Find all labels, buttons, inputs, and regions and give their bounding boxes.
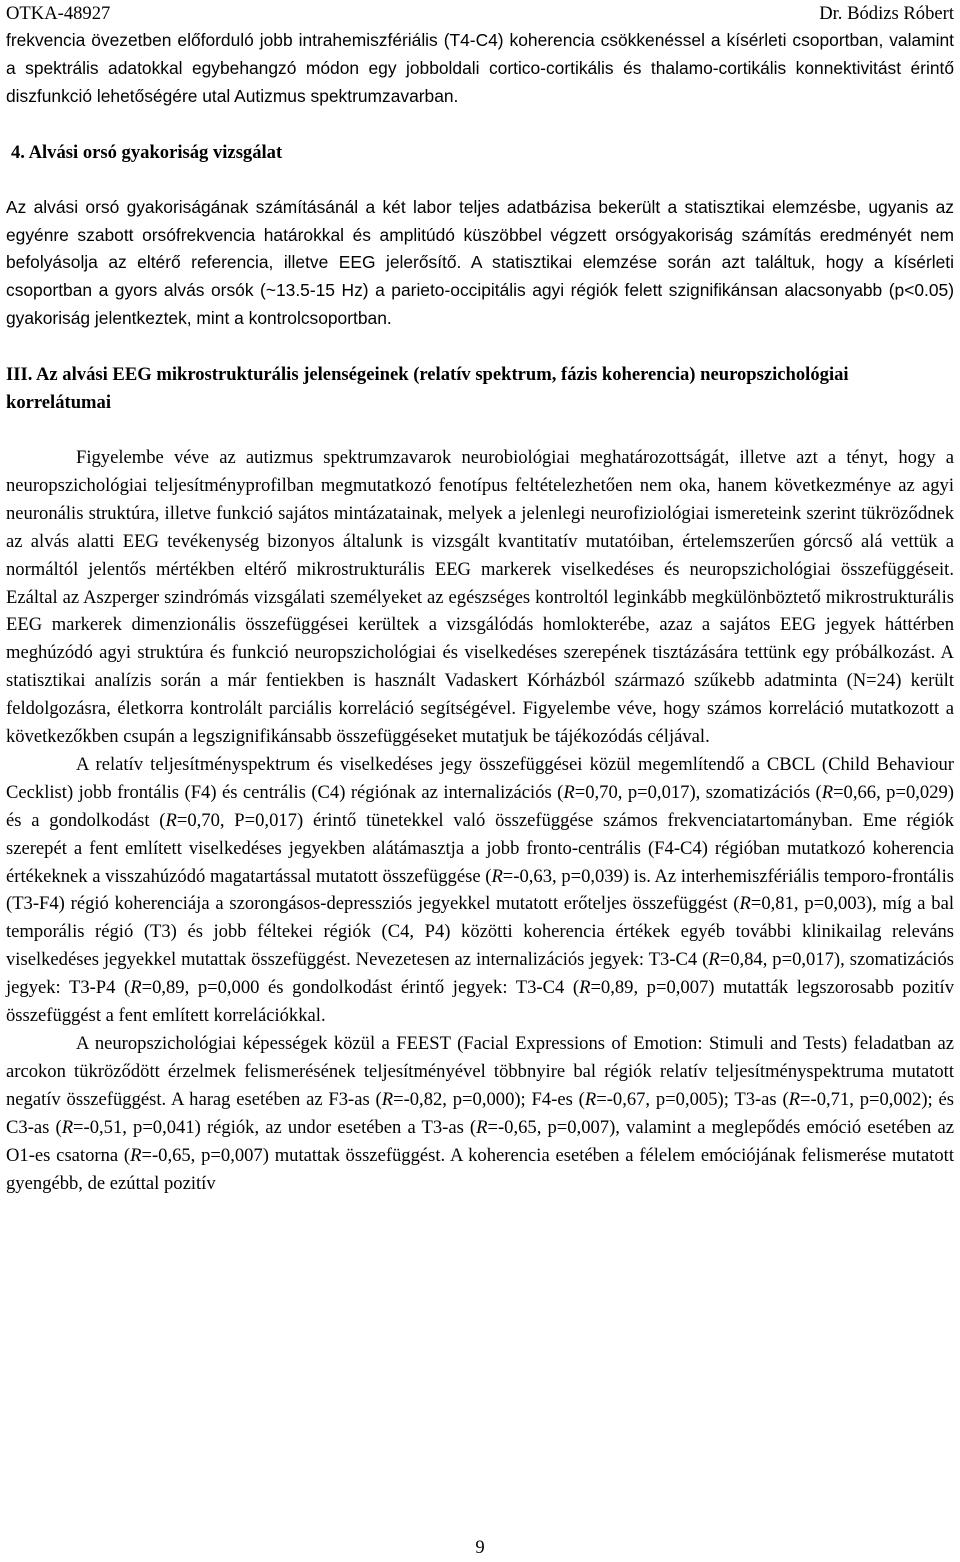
section-4-number: 4. (11, 141, 25, 163)
section-4-paragraph: Az alvási orsó gyakoriságának számításánál a két labor teljes adatbázisa bekerült a statisztikai elemzésbe, ugyanis az egyénre szabott orsófrekvencia határokkal és amplitúdó küszöbbel végzett orsógyakoriság számítás eredményét nem befolyásolja az eltérő referencia, illetve EEG jelerősítő. A statisztikai elemzése során azt találtuk, hogy a kísérleti csoportban a gyors alvás orsók (~13.5-15 Hz) a parieto-occipitális agyi régiók felett szignifikánsan alacsonyabb (p<0.05) gyakoriság jelentkeztek, mint a kontrolcsoportban. (6, 196, 954, 329)
header-author: Dr. Bódizs Róbert (819, 3, 954, 24)
page-number: 9 (475, 1537, 485, 1558)
section-3-paragraph-1: Figyelembe véve az autizmus spektrumzavarok neurobiológiai meghatározottságát, illetve azt a tényt, hogy a neuropszichológiai teljesítményprofilban megmutatkozó fenotípus feltételezhetően nem oka, hanem következménye az agyi neuronális struktúra, illetve funkció sajátos mintázatainak, melyek a jelenlegi neurofiziológiai ismereteink szerint tükröződnek az alvás alatti EEG tevékenység bizonyos általunk is vizsgált kvantitatív mutatóiban, értelemszerűen górcső alá vettük a normáltól jelentős mértékben eltérő mikrostrukturális EEG markerek viselkedéses és neuropszichológiai összefüggéseit. Ezáltal az Aszperger szindrómás vizsgálati személyeket az egészséges kontroltól leginkább megkülönböztető mikrostrukturális EEG markerek dimenzionális összefüggései kerültek a vizsgálódás homlokterébe, azaz a sajátos EEG jegyek háttérben meghúzódó agyi struktúra és funkció neuropszichológiai és viselkedéses szerepének tisztázására tettünk egy próbálkozást. A statisztikai analízis során a már fentiekben is használt Vadaskert Kórházból származó szűkebb adatminta (N=24) került feldolgozásra, életkorra kontrolált parciális korreláció segítségével. Figyelembe véve, hogy számos korreláció mutatkozott a következőkben csupán a legszignifikánsabb összefüggéseket mutatjuk be tájékozódás céljával. (6, 446, 954, 748)
intro-paragraph: frekvencia övezetben előforduló jobb intrahemiszfériális (T4-C4) koherencia csökkenéssel a kísérleti csoportban, valamint a spektrális adatokkal egybehangzó módon egy jobboldali cortico-cortikális és thalamo-cortikális konnektivitást érintő diszfunkció lehetőségére utal Autizmus spektrumzavarban. (6, 30, 954, 106)
section-4-title: Alvási orsó gyakoriság vizsgálat (28, 141, 283, 163)
section-3-paragraph-2: A relatív teljesítményspektrum és viselkedéses jegy összefüggései közül megemlítendő a CBCL (Child Behaviour Cecklist) jobb frontális (F4) és centrális (C4) régiónak az internalizációs (R=0,70, p=0,017), szomatizációs (R=0,66, p=0,029) és a gondolkodást (R=0,70, P=0,017) érintő tünetekkel való összefüggése számos frekvenciatartományban. Eme régiók szerepét a fent említett viselkedéses jegyekben alátámasztja a jobb fronto-centrális (F4-C4) régióban mutatkozó koherencia értékeknek a visszahúzódó magatartással mutatott összefüggése (R=-0,63, p=0,039) is. Az interhemiszfériális temporo-frontális (T3-F4) régió koherenciája a szorongásos-depressziós jegyekkel mutatott erőteljes összefüggést (R=0,81, p=0,003), míg a bal temporális régió (T3) és jobb féltekei régiók (C4, P4) közötti koherencia értékek egyéb további klinikailag releváns viselkedéses jegyekkel mutattak összefüggést. Nevezetesen az internalizációs jegyek: T3-C4 (R=0,84, p=0,017), szomatizációs jegyek: T3-P4 (R=0,89, p=0,000 és gondolkodást érintő jegyek: T3-C4 (R=0,89, p=0,007) mutatták legszorosabb pozitív összefüggést a fent említett korrelációkkal. (6, 753, 955, 1027)
section-3-heading: III. Az alvási EEG mikrostrukturális jelenségeinek (relatív spektrum, fázis koherencia) neuropszichológiai korrelátumai (6, 364, 849, 414)
page-header (6, 0, 954, 28)
section-3-paragraph-3: A neuropszichológiai képességek közül a FEEST (Facial Expressions of Emotion: Stimuli and Tests) feladatban az arcokon tükröződött érzelmek felismerésének teljesítményével többnyire bal régiók relatív teljesítményspektruma mutatott negatív összefüggést. A harag esetében az F3-as (R=-0,82, p=0,000); F4-es (R=-0,67, p=0,005); T3-as (R=-0,71, p=0,002); és C3-as (R=-0,51, p=0,041) régiók, az undor esetében a T3-as (R=-0,65, p=0,007), valamint a meglepődés emóció esetében az O1-es csatorna (R=-0,65, p=0,007) mutattak összefüggést. A koherencia esetében a félelem emóciójának felismerése mutatott gyengébb, de ezúttal pozitív (6, 1033, 955, 1194)
header-project-id: OTKA-48927 (6, 3, 111, 24)
page-content (6, 27, 954, 1197)
section-4-heading (6, 139, 954, 167)
